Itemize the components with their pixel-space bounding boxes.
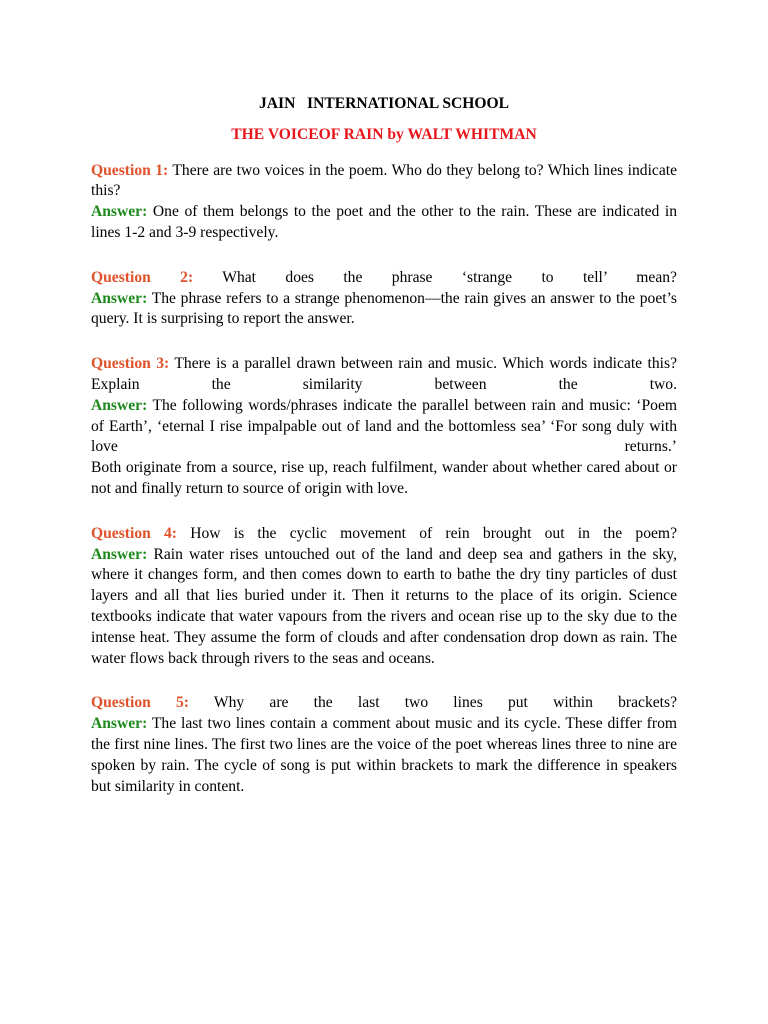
answer-text: One of them belongs to the poet and the other to the rain. These are indicated in lines 1-2 and 3-9 respectively. bbox=[91, 203, 677, 241]
question-label: Question 2: bbox=[91, 268, 194, 286]
question-text: What does the phrase ‘strange to tell’ mean? bbox=[193, 268, 677, 286]
answer-5 bbox=[91, 714, 677, 797]
question-1 bbox=[91, 161, 677, 203]
answer-3-continuation: Both originate from a source, rise up, reach fulfilment, wander about whether cared about or not and finally return to source of origin with love. bbox=[91, 459, 677, 497]
question-label: Question 5: bbox=[91, 694, 189, 712]
qa-block-5 bbox=[91, 693, 677, 797]
answer-label: Answer: bbox=[91, 203, 148, 221]
question-2 bbox=[91, 268, 677, 289]
answer-1 bbox=[91, 202, 677, 244]
qa-block-2 bbox=[91, 268, 677, 330]
question-3 bbox=[91, 354, 677, 396]
answer-text: The last two lines contain a comment about music and its cycle. These differ from the first nine lines. The first two lines are the voice of the poet whereas lines three to nine are spoken by rain. The cycle of song is put within brackets to mark the difference in speakers but similarity in content. bbox=[91, 715, 677, 795]
answer-text: Rain water rises untouched out of the land and deep sea and gathers in the sky, where it changes form, and then comes down to earth to bathe the dry tiny particles of dust layers and all that lies buried under it. Then it returns to the place of its origin. Science textbooks indicate that water vapours from the rivers and ocean rise up to the sky due to the intense heat. They assume the form of clouds and after condensation drop down as rain. The water flows back through rivers to the seas and oceans. bbox=[91, 545, 677, 667]
qa-block-3 bbox=[91, 354, 677, 500]
answer-label: Answer: bbox=[91, 396, 148, 414]
document-title: THE VOICEOF RAIN by WALT WHITMAN bbox=[231, 125, 537, 143]
question-4 bbox=[91, 524, 677, 545]
question-5 bbox=[91, 693, 677, 714]
document-page bbox=[91, 94, 677, 821]
question-text: There is a parallel drawn between rain and music. Which words indicate this? Explain the similarity between the two. bbox=[91, 355, 677, 393]
answer-label: Answer: bbox=[91, 715, 148, 733]
question-label: Question 1: bbox=[91, 161, 169, 179]
question-text: There are two voices in the poem. Who do they belong to? Which lines indicate this? bbox=[91, 161, 677, 200]
answer-2 bbox=[91, 289, 677, 331]
answer-text: The following words/phrases indicate the parallel between rain and music: ‘Poem of Earth’, ‘eternal I rise impalpable out of land and the bottomless sea’ ‘For song duly with love returns.’ bbox=[91, 396, 677, 456]
question-label: Question 4: bbox=[91, 524, 178, 542]
school-name: JAIN INTERNATIONAL SCHOOL bbox=[258, 95, 510, 112]
answer-label: Answer: bbox=[91, 289, 148, 307]
answer-3 bbox=[91, 396, 677, 458]
answer-4 bbox=[91, 545, 677, 670]
question-text: How is the cyclic movement of rein brought out in the poem? bbox=[177, 524, 677, 542]
question-label: Question 3: bbox=[91, 355, 170, 373]
qa-block-1 bbox=[91, 161, 677, 244]
qa-block-4 bbox=[91, 524, 677, 670]
question-text: Why are the last two lines put within brackets? bbox=[188, 694, 677, 712]
answer-text: The phrase refers to a strange phenomenon—the rain gives an answer to the poet’s query. It is surprising to report the answer. bbox=[91, 289, 677, 328]
answer-label: Answer: bbox=[91, 545, 148, 563]
